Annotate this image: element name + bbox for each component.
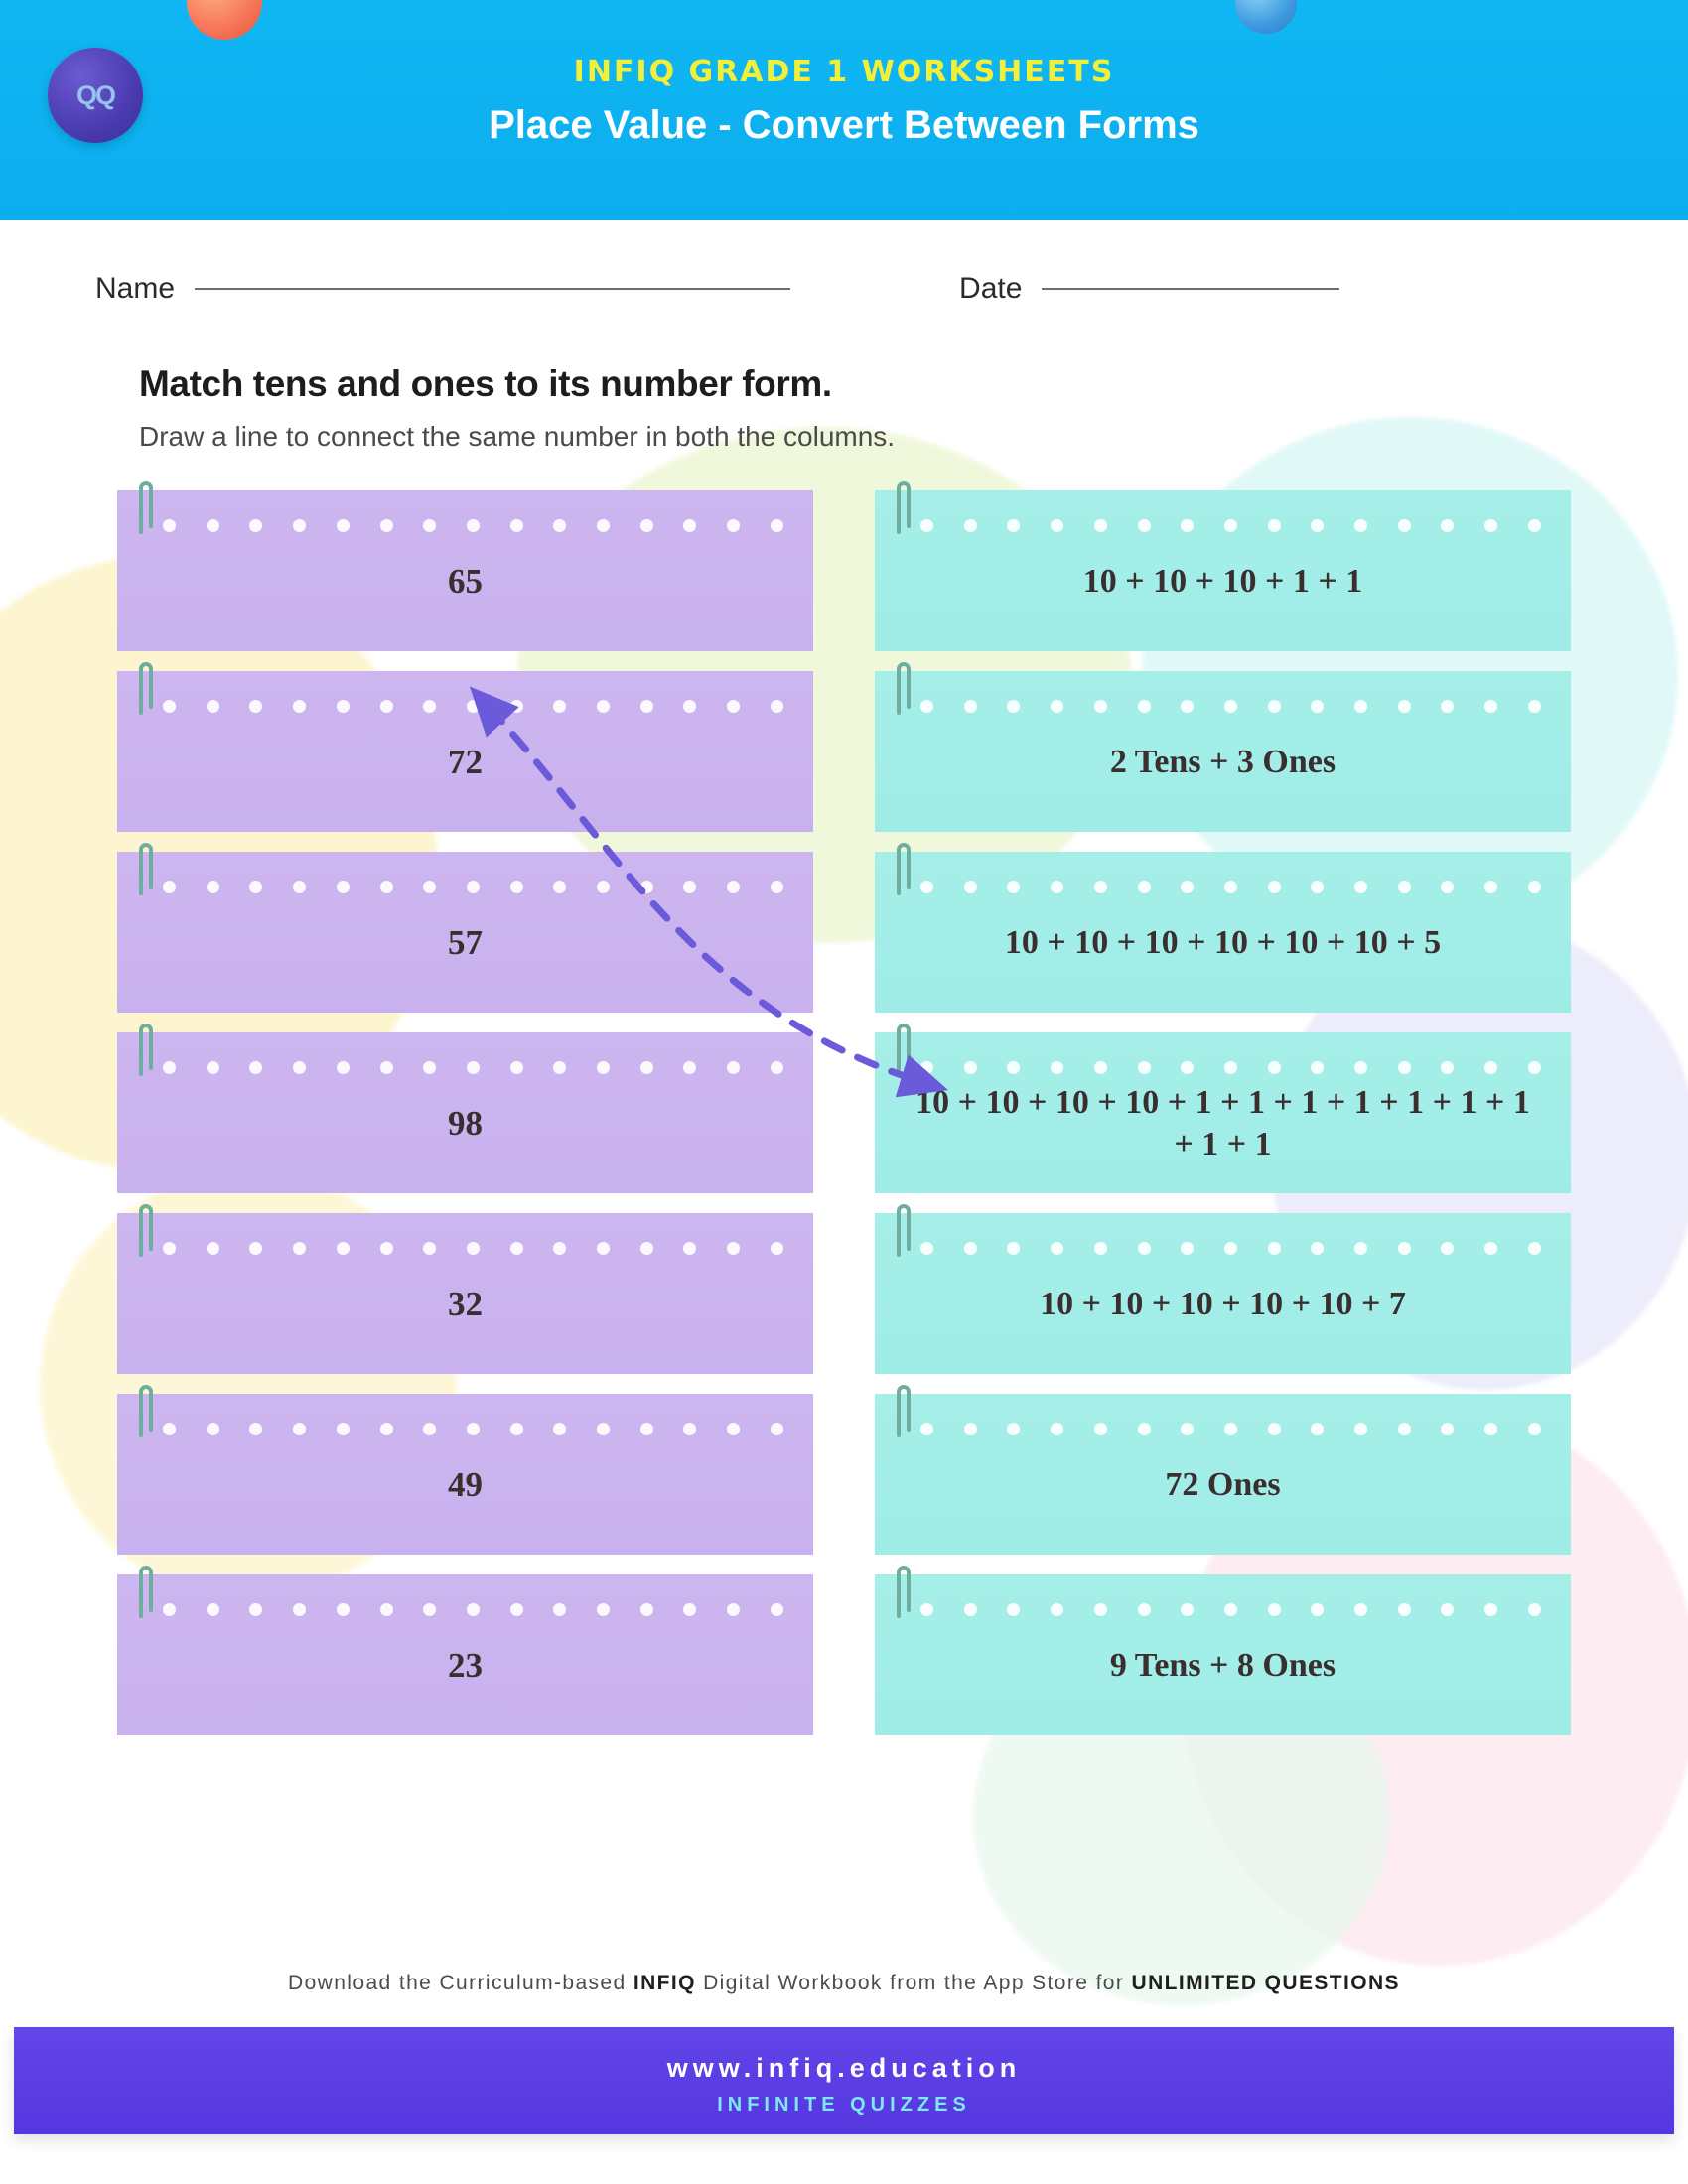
match-card-left[interactable] — [117, 1574, 813, 1735]
perforation-dots — [163, 1241, 783, 1255]
match-card-left-text: 98 — [448, 1104, 483, 1144]
paperclip-icon — [893, 1019, 914, 1078]
decorative-ball-magenta — [1525, 32, 1626, 133]
match-card-right[interactable] — [875, 1213, 1571, 1374]
paperclip-icon — [893, 1199, 914, 1259]
paperclip-icon — [135, 1561, 157, 1620]
footer-note-suffix: UNLIMITED QUESTIONS — [1131, 1972, 1400, 1994]
name-date-row — [0, 272, 1688, 306]
paperclip-icon — [135, 477, 157, 536]
logo-text: QQ — [75, 79, 114, 110]
match-card-left-text: 72 — [448, 743, 483, 782]
match-card-right[interactable] — [875, 490, 1571, 651]
paperclip-icon — [135, 1380, 157, 1439]
brand-line: INFIQ GRADE 1 WORKSHEETS — [573, 55, 1115, 89]
match-card-left[interactable] — [117, 1213, 813, 1374]
match-card-left[interactable] — [117, 1394, 813, 1555]
match-card-right[interactable] — [875, 852, 1571, 1013]
match-card-right-text: 10 + 10 + 10 + 10 + 10 + 10 + 5 — [1004, 923, 1442, 961]
paperclip-icon — [893, 1561, 914, 1620]
paperclip-icon — [135, 1019, 157, 1078]
page-header — [0, 0, 1688, 220]
match-card-left-text: 65 — [448, 562, 483, 602]
match-card-right[interactable] — [875, 1574, 1571, 1735]
match-card-left[interactable] — [117, 1032, 813, 1193]
perforation-dots — [163, 1422, 783, 1435]
right-column — [875, 490, 1571, 1735]
perforation-dots — [920, 880, 1541, 893]
match-card-left[interactable] — [117, 671, 813, 832]
match-card-left-text: 49 — [448, 1465, 483, 1505]
instruction-title: Match tens and ones to its number form. — [139, 363, 832, 404]
match-card-left[interactable] — [117, 490, 813, 651]
instructions-block — [0, 363, 1688, 453]
match-card-left-text: 57 — [448, 923, 483, 963]
paperclip-icon — [135, 838, 157, 897]
match-card-right-text: 72 Ones — [1165, 1465, 1281, 1503]
match-card-right-text: 2 Tens + 3 Ones — [1109, 743, 1336, 780]
footer-note — [0, 1972, 1688, 1995]
match-card-right-text: 10 + 10 + 10 + 10 + 10 + 7 — [1040, 1285, 1406, 1322]
match-card-right-text: 9 Tens + 8 Ones — [1109, 1646, 1336, 1684]
footer-note-prefix: Download the Curriculum-based — [288, 1972, 633, 1994]
footer-note-middle: Digital Workbook from the App Store for — [695, 1972, 1132, 1994]
perforation-dots — [920, 1422, 1541, 1435]
footer-bar — [14, 2027, 1674, 2134]
footer-url[interactable]: www.infiq.education — [666, 2053, 1022, 2083]
match-card-left-text: 32 — [448, 1285, 483, 1324]
name-label: Name — [95, 272, 176, 305]
match-card-right[interactable] — [875, 671, 1571, 832]
perforation-dots — [163, 1060, 783, 1074]
match-card-left[interactable] — [117, 852, 813, 1013]
page-title: Place Value - Convert Between Forms — [489, 103, 1199, 147]
paperclip-icon — [893, 838, 914, 897]
infiq-logo — [48, 48, 143, 143]
perforation-dots — [920, 1241, 1541, 1255]
perforation-dots — [163, 518, 783, 532]
match-card-right-text: 10 + 10 + 10 + 1 + 1 — [1082, 562, 1363, 600]
match-card-right[interactable] — [875, 1032, 1571, 1193]
date-input[interactable] — [1042, 288, 1339, 290]
perforation-dots — [920, 1060, 1541, 1074]
matching-activity — [0, 490, 1688, 1735]
match-card-right-text: 10 + 10 + 10 + 10 + 1 + 1 + 1 + 1 + 1 + 1 + 1 + 1 + 1 — [915, 1083, 1530, 1162]
paperclip-icon — [135, 657, 157, 717]
perforation-dots — [920, 699, 1541, 713]
footer-tagline: INFINITE QUIZZES — [717, 2094, 971, 2116]
perforation-dots — [163, 1602, 783, 1616]
left-column — [117, 490, 813, 1735]
paperclip-icon — [893, 477, 914, 536]
instruction-subtitle: Draw a line to connect the same number in both the columns. — [139, 421, 896, 452]
paperclip-icon — [893, 657, 914, 717]
name-input[interactable] — [195, 288, 790, 290]
paperclip-icon — [135, 1199, 157, 1259]
perforation-dots — [163, 699, 783, 713]
perforation-dots — [163, 880, 783, 893]
perforation-dots — [920, 518, 1541, 532]
footer-note-brand: INFIQ — [633, 1972, 696, 1994]
perforation-dots — [920, 1602, 1541, 1616]
date-label: Date — [959, 272, 1023, 305]
match-card-right[interactable] — [875, 1394, 1571, 1555]
match-card-left-text: 23 — [448, 1646, 483, 1686]
paperclip-icon — [893, 1380, 914, 1439]
